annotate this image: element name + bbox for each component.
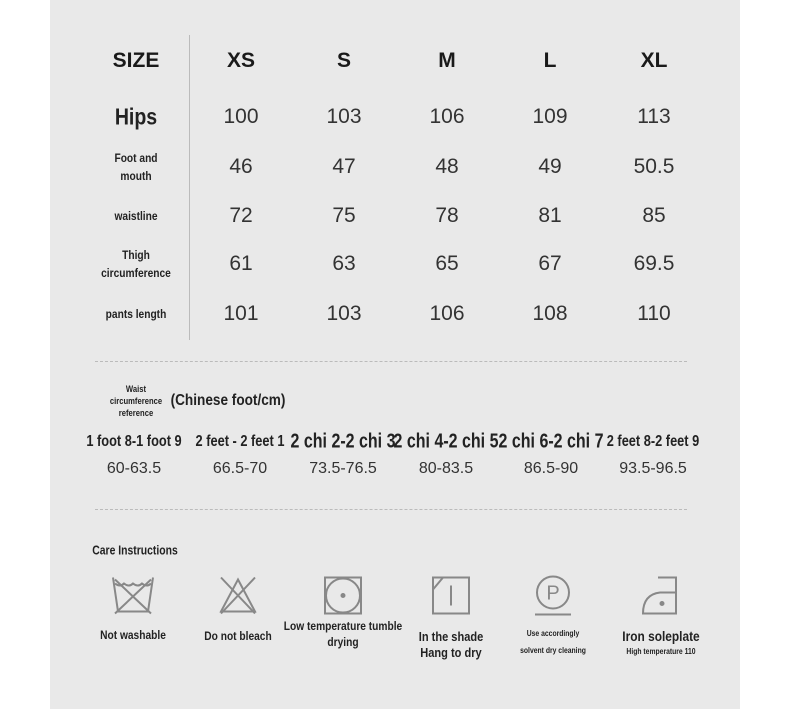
row-label: Thigh circumference [101,248,171,280]
care-label: Not washable [100,628,166,642]
table-cell: 109 [532,105,568,128]
table-cell: 46 [229,155,253,178]
table-cell: 65 [435,252,459,275]
care-title: Care Instructions [92,542,178,558]
table-cell: 50.5 [633,155,675,178]
waist-feet: 1 foot 8-1 foot 9 [86,433,182,450]
svg-text:P: P [546,582,560,605]
table-cell: 63 [332,252,356,275]
table-cell: 113 [637,105,671,128]
table-cell: 72 [229,204,253,227]
waist-cm: 73.5-76.5 [309,460,377,477]
waist-title-unit: (Chinese foot/cm) [170,392,286,409]
care-label: Do not bleach [204,629,272,643]
waist-cm: 80-83.5 [418,460,474,477]
table-cell: 48 [435,155,459,178]
table-cell: 110 [637,302,671,325]
not-washable-icon [111,576,155,621]
table-cell: 103 [326,105,362,128]
size-header-xl: XL [640,49,668,72]
table-cell: 101 [223,302,259,325]
waist-cm: 66.5-70 [212,460,268,477]
dry-clean-p-icon [533,574,573,623]
table-cell: 81 [538,204,562,227]
care-label: Hang to dry [420,645,482,660]
table-cell: 106 [429,302,465,325]
size-header-m: M [438,49,456,72]
size-header-l: L [543,49,557,72]
table-cell: 78 [435,204,459,227]
waist-cm: 86.5-90 [523,460,579,477]
waist-feet: 2 chi 4-2 chi 5 [393,430,499,453]
size-header-xs: XS [226,49,256,72]
iron-icon [640,575,682,622]
table-cell: 100 [223,105,259,128]
table-cell: 103 [326,302,362,325]
column-divider [189,35,190,340]
waist-cm: 93.5-96.5 [619,460,687,477]
care-label: High temperature 110 [626,647,696,656]
waist-feet: 2 feet - 2 feet 1 [195,433,285,450]
care-label: Low temperature tumble [283,619,403,633]
row-label: pants length [105,307,167,321]
care-label: In the shade [418,629,484,644]
waist-title-small: Waist circumference reference [109,384,163,418]
table-cell: 67 [538,252,562,275]
row-label: Hips [114,103,158,130]
table-cell: 108 [532,302,568,325]
waist-cm: 60-63.5 [106,460,162,477]
waist-feet: 2 chi 6-2 chi 7 [498,430,604,453]
table-cell: 47 [332,155,356,178]
hang-dry-shade-icon [431,576,471,621]
table-cell: 69.5 [633,252,675,275]
table-cell: 106 [429,105,465,128]
waist-feet: 2 chi 2-2 chi 3 [290,430,396,453]
table-cell: 49 [538,155,562,178]
tumble-dry-low-icon [323,576,363,621]
waist-feet: 2 feet 8-2 feet 9 [606,433,700,450]
table-cell: 85 [642,204,666,227]
table-cell: 61 [229,252,253,275]
care-label: solvent dry cleaning [520,646,586,655]
no-bleach-icon [218,576,258,621]
table-cell: 75 [332,204,356,227]
care-label: drying [327,635,359,649]
row-label: waistline [114,209,158,223]
row-label: Foot and mouth [114,151,158,183]
size-header: SIZE [112,49,160,72]
care-label: Use accordingly [526,629,580,638]
divider [95,509,687,510]
care-label: Iron soleplate [622,628,700,644]
size-header-s: S [336,49,352,72]
divider [95,361,687,362]
